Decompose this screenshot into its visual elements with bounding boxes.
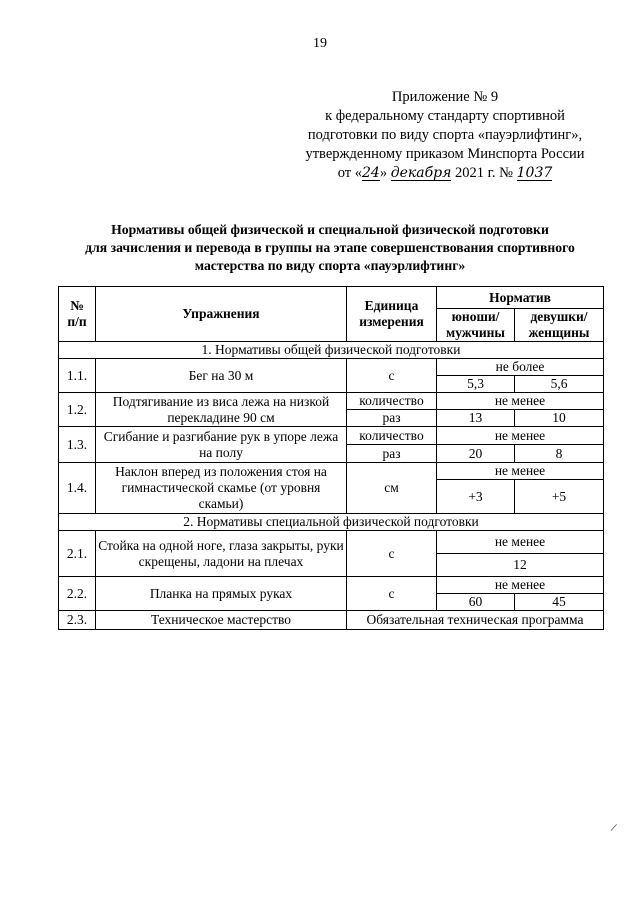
handwritten-number: 1037: [516, 165, 553, 181]
row-1-3-female: 8: [515, 445, 604, 463]
header-unit: Единица измерения: [347, 287, 437, 342]
appendix-line-3: подготовки по виду спорта «пауэрлифтинг»,: [307, 127, 583, 143]
row-1-3-num: 1.3.: [59, 427, 96, 463]
row-2-3-num: 2.3.: [59, 611, 96, 630]
row-1-2-exercise: Подтягивание из виса лежа на низкой перекладине 90 см: [96, 393, 347, 427]
row-1-4-unit: см: [347, 463, 437, 514]
row-1-2-criterion: не менее: [437, 393, 604, 410]
appendix-date-line: от «24» декабря 2021 г. № 1037: [337, 165, 553, 181]
row-2-1-criterion: не менее: [437, 531, 604, 554]
row-2-2-num: 2.2.: [59, 577, 96, 611]
row-1-4-criterion: не менее: [437, 463, 604, 480]
row-1-2-num: 1.2.: [59, 393, 96, 427]
row-1-3-unit-a: количество: [347, 427, 437, 445]
row-1-4-female: +5: [515, 480, 604, 514]
row-1-1-num: 1.1.: [59, 359, 96, 393]
header-female: девушки/ женщины: [515, 309, 604, 342]
heading-line-3: мастерства по виду спорта «пауэрлифтинг»: [194, 258, 466, 273]
row-1-3-unit-b: раз: [347, 445, 437, 463]
row-2-1-value: 12: [437, 554, 604, 577]
handwritten-month: декабря: [390, 165, 452, 181]
row-2-3-exercise: Техническое мастерство: [96, 611, 347, 630]
header-male: юноши/ мужчины: [437, 309, 515, 342]
row-2-1-unit: с: [347, 531, 437, 577]
header-exercise: Упражнения: [96, 287, 347, 342]
row-1-2-male: 13: [437, 410, 515, 427]
row-1-3-male: 20: [437, 445, 515, 463]
appendix-line-2: к федеральному стандарту спортивной: [325, 108, 565, 124]
heading-line-2: для зачисления и перевода в группы на этапе совершенствования спортивного: [85, 240, 575, 255]
row-1-1-exercise: Бег на 30 м: [96, 359, 347, 393]
row-1-1-male: 5,3: [437, 376, 515, 393]
row-2-2-criterion: не менее: [437, 577, 604, 594]
row-1-3-criterion: не менее: [437, 427, 604, 445]
appendix-block: [280, 88, 610, 183]
row-2-2-male: 60: [437, 594, 515, 611]
header-norm: Норматив: [437, 287, 604, 309]
handwritten-day: 24: [362, 165, 380, 181]
row-1-2-unit-a: количество: [347, 393, 437, 410]
row-2-3-program: Обязательная техническая программа: [347, 611, 604, 630]
section-2-title: 2. Нормативы специальной физической подготовки: [59, 514, 604, 531]
page-number: 19: [313, 36, 327, 51]
row-2-2-exercise: Планка на прямых руках: [96, 577, 347, 611]
row-2-1-exercise: Стойка на одной ноге, глаза закрыты, руки скрещены, ладони на плечах: [96, 531, 347, 577]
row-1-4-num: 1.4.: [59, 463, 96, 514]
row-1-2-unit-b: раз: [347, 410, 437, 427]
document-heading: [60, 221, 600, 275]
header-num: № п/п: [59, 287, 96, 342]
row-1-2-female: 10: [515, 410, 604, 427]
norms-table: [58, 286, 604, 630]
row-1-4-male: +3: [437, 480, 515, 514]
appendix-line-4: утвержденному приказом Минспорта России: [305, 146, 585, 162]
row-1-4-exercise: Наклон вперед из положения стоя на гимнастической скамье (от уровня скамьи): [96, 463, 347, 514]
row-2-2-unit: с: [347, 577, 437, 611]
row-2-2-female: 45: [515, 594, 604, 611]
row-1-1-female: 5,6: [515, 376, 604, 393]
row-2-1-num: 2.1.: [59, 531, 96, 577]
heading-line-1: Нормативы общей физической и специальной физической подготовки: [111, 222, 549, 237]
row-1-3-exercise: Сгибание и разгибание рук в упоре лежа на полу: [96, 427, 347, 463]
row-1-1-criterion: не более: [437, 359, 604, 376]
section-1-title: 1. Нормативы общей физической подготовки: [59, 342, 604, 359]
margin-pen-mark: /: [610, 821, 617, 835]
appendix-title: Приложение № 9: [391, 89, 499, 105]
row-1-1-unit: с: [347, 359, 437, 393]
